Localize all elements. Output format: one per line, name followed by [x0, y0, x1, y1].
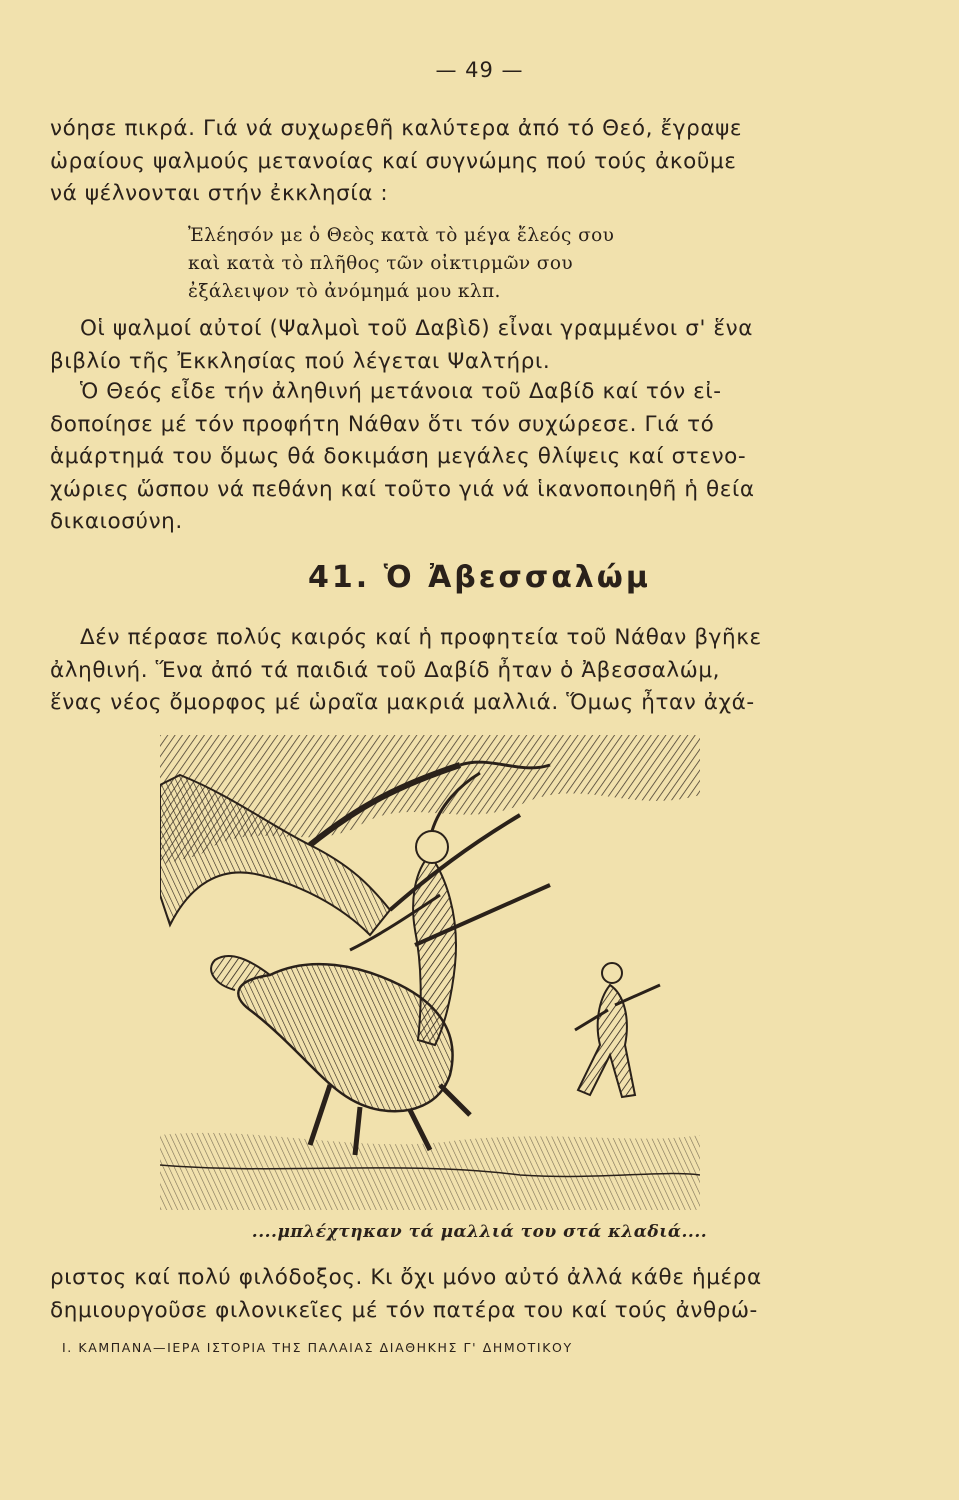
quote-line: Ἐλέησόν με ὁ Θεὸς κατὰ τὸ μέγα ἔλεός σου [188, 225, 615, 246]
page-number: — 49 — [435, 58, 524, 82]
psalms-paragraph [50, 313, 835, 378]
absalom-engraving [160, 735, 700, 1210]
chapter-paragraph [50, 622, 835, 720]
quote-line: καὶ κατὰ τὸ πλῆθος τῶν οἰκτιρμῶν σου [188, 253, 574, 274]
text-line: δοποίησε μέ τόν προφήτη Νάθαν ὅτι τόν συχώρεσε. Γιά τό [50, 411, 715, 437]
text-line: ἁμάρτημά του ὅμως θά δοκιμάση μεγάλες θλίψεις καί στενο- [50, 444, 747, 469]
book-footer: Ι. ΚΑΜΠΑΝΑ—ΙΕΡΑ ΙΣΤΟΡΙΑ ΤΗΣ ΠΑΛΑΙΑΣ ΔΙΑΘΗΚΗΣ Γ' ΔΗΜΟΤΙΚΟΥ [62, 1340, 573, 1355]
text-line: βιβλίο τῆς Ἐκκλησίας πού λέγεται Ψαλτήρι. [50, 348, 551, 374]
text-line: ἕνας νέος ὄμορφος μέ ὡραῖα μακριά μαλλιά. Ὅμως ἦταν ἀχά- [50, 690, 755, 715]
text-line: Δέν πέρασε πολύς καιρός καί ἡ προφητεία τοῦ Νάθαν βγῆκε [80, 625, 762, 650]
psalm-quote [188, 222, 748, 306]
text-line: δικαιοσύνη. [50, 509, 183, 534]
god-paragraph [50, 376, 835, 539]
text-line: νά ψέλνονται στήν ἐκκλησία : [50, 181, 389, 206]
ground [160, 1133, 700, 1210]
intro-paragraph [50, 113, 835, 211]
text-line: ριστος καί πολύ φιλόδοξος. Κι ὄχι μόνο αὐτό ἀλλά κάθε ἡμέρα [50, 1265, 762, 1290]
text-line: Οἱ ψαλμοί αὐτοί (Ψαλμοὶ τοῦ Δαβὶδ) εἶναι γραμμένοι σ' ἕνα [80, 316, 754, 341]
illustration-caption: ....μπλέχτηκαν τά μαλλιά του στά κλαδιά.... [251, 1222, 708, 1242]
text-line: χώριες ὥσπου νά πεθάνη καί τοῦτο γιά νά ἱκανοποιηθῆ ἡ θεία [50, 476, 755, 502]
continuation-paragraph [50, 1262, 835, 1327]
quote-line: ἐξάλειψον τὸ ἀνόμημά μου κλπ. [188, 281, 501, 302]
chapter-heading: 41. Ὁ Ἀβεσσαλώμ [308, 560, 651, 595]
text-line: Ὁ Θεός εἶδε τήν ἀληθινή μετάνοια τοῦ Δαβίδ καί τόν εἰ- [80, 379, 722, 404]
text-line: ἀληθινή. Ἕνα ἀπό τά παιδιά τοῦ Δαβίδ ἦταν ὁ Ἀβεσσαλώμ, [50, 657, 721, 683]
text-line: νόησε πικρά. Γιά νά συχωρεθῆ καλύτερα ἀπό τό Θεό, ἔγραψε [50, 116, 743, 141]
text-line: ὡραίους ψαλμούς μετανοίας καί συγνώμης πού τούς ἀκοῦμε [50, 148, 737, 174]
text-line: δημιουργοῦσε φιλονικεῖες μέ τόν πατέρα του καί τούς ἀνθρώ- [50, 1297, 758, 1323]
